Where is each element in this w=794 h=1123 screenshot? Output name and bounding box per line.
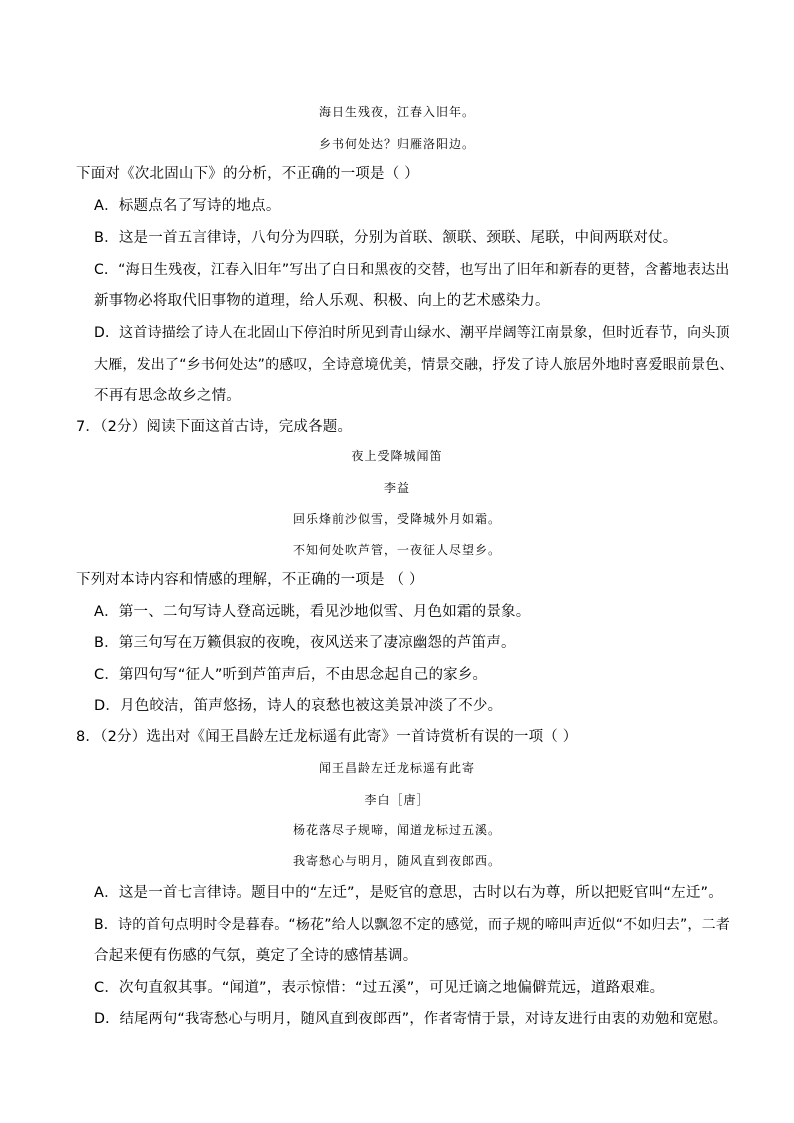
- poem-line: 回乐烽前沙似雪，受降城外月如霜。: [292, 512, 501, 526]
- poem-author: 李白［唐］: [364, 793, 430, 807]
- option-d-continued: 大雁，发出了“乡书何处达”的感叹，全诗意境优美，情景交融，抒发了诗人旅居外地时喜爱眼前景色、: [94, 357, 734, 373]
- question-text: 下列对本诗内容和情感的理解，不正确的一项是 （ ）: [76, 572, 424, 588]
- option-b: B．这是一首五言律诗，八句分为四联，分别为首联、颔联、颈联、尾联，中间两联对仗。: [94, 230, 678, 246]
- poem-line: 乡书何处达？归雁洛阳边。: [318, 137, 475, 151]
- option-b: B．诗的首句点明时令是暮春。“杨花”给人以飘忽不定的感觉，而子规的啼叫声近似“不如归去”，二者: [94, 917, 731, 933]
- option-c-continued: 新事物必将取代旧事物的道理，给人乐观、积极、向上的艺术感染力。: [94, 293, 550, 309]
- option-a: A．标题点名了写诗的地点。: [94, 198, 281, 214]
- question-stem: 8．（2分）选出对《闻王昌龄左迁龙标遥有此寄》一首诗赏析有误的一项（ ）: [76, 729, 578, 745]
- poem-line: 不知何处吹芦管，一夜征人尽望乡。: [292, 543, 501, 557]
- poem-author: 李益: [383, 481, 410, 495]
- poem-line: 我寄愁心与明月，随风直到夜郎西。: [292, 854, 501, 868]
- poem-line: 杨花落尽子规啼，闻道龙标过五溪。: [292, 823, 501, 837]
- option-b-continued: 合起来便有伤感的气氛，奠定了全诗的感情基调。: [94, 948, 418, 964]
- question-stem: 下面对《次北固山下》的分析，不正确的一项是（ ）: [76, 166, 419, 182]
- poem-title: 夜上受降城闻笛: [351, 449, 443, 463]
- option-b: B．第三句写在万籁俱寂的夜晚，夜风送来了凄凉幽怨的芦笛声。: [94, 635, 516, 651]
- option-d: D．结尾两句“我寄愁心与明月，随风直到夜郎西”，作者寄情于景，对诗友进行由衷的劝勉和宽慰。: [94, 1011, 728, 1027]
- option-d-continued: 不再有思念故乡之情。: [94, 388, 241, 404]
- option-c: C．“海日生残夜，江春入旧年”写出了白日和黑夜的交替，也写出了旧年和新春的更替，含蓄地表达出: [94, 262, 730, 278]
- option-a: A．第一、二句写诗人登高远眺，看见沙地似雪、月色如霜的景象。: [94, 604, 531, 620]
- option-d: D．月色皎洁，笛声悠扬，诗人的哀愁也被这美景冲淡了不少。: [94, 698, 503, 714]
- option-c: C．第四句写“征人”听到芦笛声后，不由思念起自己的家乡。: [94, 667, 488, 683]
- poem-line: 海日生残夜，江春入旧年。: [318, 105, 475, 119]
- option-a: A．这是一首七言律诗。题目中的“左迁”，是贬官的意思，古时以右为尊，所以把贬官叫“左迁”。: [94, 885, 723, 901]
- poem-title: 闻王昌龄左迁龙标遥有此寄: [318, 761, 475, 775]
- option-d: D．这首诗描绘了诗人在北固山下停泊时所见到青山绿水、潮平岸阔等江南景象，但时近春节，向头顶: [94, 325, 730, 341]
- option-c: C．次句直叙其事。“闻道”，表示惊惜：“过五溪”，可见迁谪之地偏僻荒远，道路艰难。: [94, 980, 665, 996]
- question-stem: 7．（2分）阅读下面这首古诗，完成各题。: [76, 419, 353, 435]
